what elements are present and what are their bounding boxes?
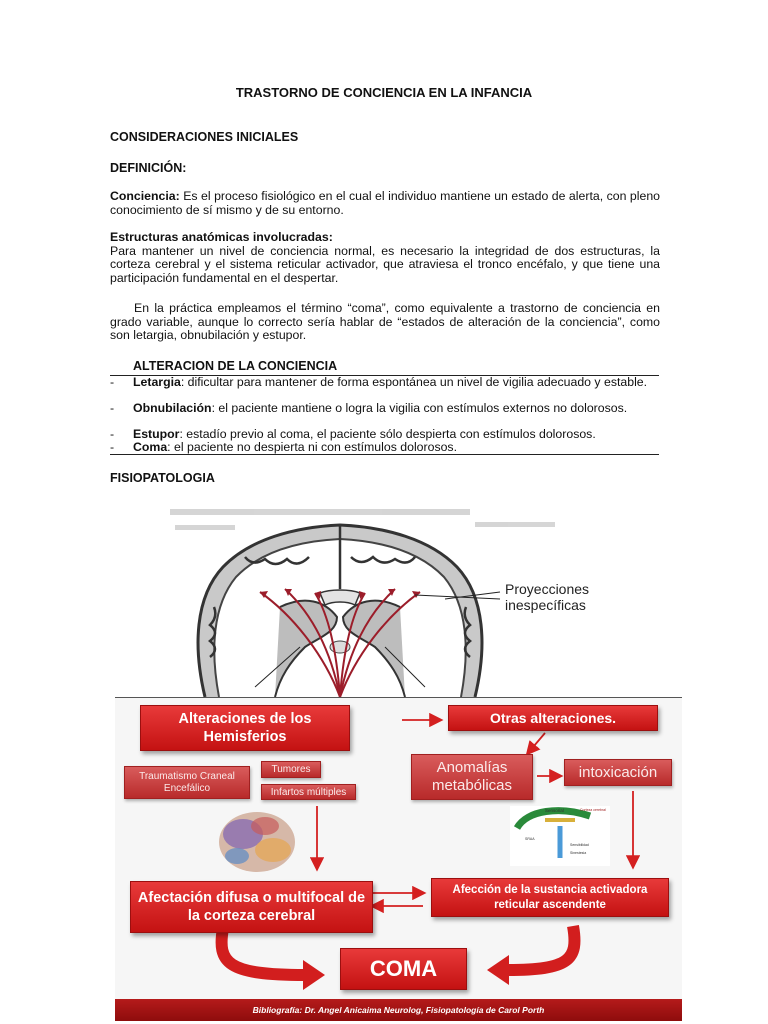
conciencia-term: Conciencia:	[110, 189, 180, 203]
projections-label-line1: Proyecciones	[505, 581, 590, 597]
reticular-box: Afección de la sustancia activadora reticular ascendente	[431, 878, 669, 917]
alteration-heading: ALTERACION DE LA CONCIENCIA	[133, 359, 338, 373]
list-text: : el paciente no despierta ni con estímulos dolorosos.	[167, 440, 458, 454]
structures-heading: Estructuras anatómicas involucradas:	[110, 230, 333, 244]
list-text: : el paciente mantiene o logra la vigilia con estímulos externos no dolorosos.	[211, 401, 628, 415]
definition-heading: DEFINICIÓN:	[110, 161, 187, 175]
structures-paragraph	[110, 231, 660, 285]
physiopathology-figure	[115, 497, 682, 1020]
list-term: Letargia	[133, 375, 181, 389]
projections-label	[505, 581, 589, 613]
list-dash: -	[110, 401, 115, 415]
hemispheres-box: Alteraciones de los Hemisferios	[140, 705, 350, 751]
table-bottom-rule	[110, 454, 659, 455]
reticular-system-image	[510, 806, 610, 866]
list-dash: -	[110, 427, 115, 441]
section-initial-heading: CONSIDERACIONES INICIALES	[110, 130, 299, 144]
tumors-box: Tumores	[261, 761, 321, 778]
coma-flow-diagram	[115, 697, 682, 1021]
diffuse-cortex-box: Afectación difusa o multifocal de la corteza cerebral	[130, 881, 373, 933]
trauma-box: Traumatismo Craneal Encefálico	[124, 766, 250, 799]
conciencia-paragraph	[110, 190, 660, 217]
list-dash: -	[110, 440, 115, 454]
projections-label-line2: inespecíficas	[505, 597, 586, 613]
coma-box: COMA	[340, 948, 467, 990]
list-text: : dificultar para mantener de forma espontánea un nivel de vigilia adecuado y estable.	[180, 375, 648, 389]
list-item	[110, 376, 660, 389]
other-alterations-box: Otras alteraciones.	[448, 705, 658, 731]
list-term: Estupor	[133, 427, 180, 441]
structures-text: Para mantener un nivel de conciencia normal, es necesario la integridad de dos estructuras, la corteza cerebral y el sistema reticular activador, que atraviesa el tronco encéfalo, y que tiene una participación fundamental en el despertar.	[110, 243, 660, 285]
list-text: : estadío previo al coma, el paciente sólo despierta con estímulos dolorosos.	[179, 427, 596, 441]
document-title: TRASTORNO DE CONCIENCIA EN LA INFANCIA	[235, 85, 533, 100]
intoxication-box: intoxicación	[564, 759, 672, 786]
practice-paragraph: En la práctica empleamos el término “coma”, como equivalente a trastorno de conciencia en grado variable, aunque lo correcto sería hablar de “estados de alteración de la conciencia”, como son letargia, obnubilación y estupor.	[110, 301, 660, 342]
svg-text:Sinestesia: Sinestesia	[570, 851, 587, 855]
svg-text:Sensibilidad: Sensibilidad	[570, 843, 589, 847]
svg-text:Corteza cerebral: Corteza cerebral	[580, 808, 606, 812]
bibliography-bar: Bibliografía: Dr. Angel Anicaima Neurolog, Fisiopatología de Carol Porth	[115, 999, 682, 1021]
metabolic-box: Anomalías metabólicas	[411, 754, 533, 800]
brain-coronal-illustration	[115, 497, 682, 697]
physiopathology-heading: FISIOPATOLOGIA	[110, 471, 215, 485]
brain-section-drawing	[115, 497, 682, 697]
list-term: Coma	[133, 440, 168, 454]
svg-text:Sensorial: Sensorial	[545, 808, 564, 813]
brain-3d-image	[219, 812, 295, 872]
infarcts-box: Infartos múltiples	[261, 784, 356, 800]
conciencia-text: Es el proceso fisiológico en el cual el individuo mantiene un estado de alerta, con pleno conocimiento de sí mismo y de su entorno.	[110, 189, 660, 217]
list-item	[110, 402, 660, 415]
list-item	[110, 441, 660, 454]
svg-text:SRAA: SRAA	[525, 837, 535, 841]
list-dash: -	[110, 375, 115, 389]
list-term: Obnubilación	[133, 401, 212, 415]
